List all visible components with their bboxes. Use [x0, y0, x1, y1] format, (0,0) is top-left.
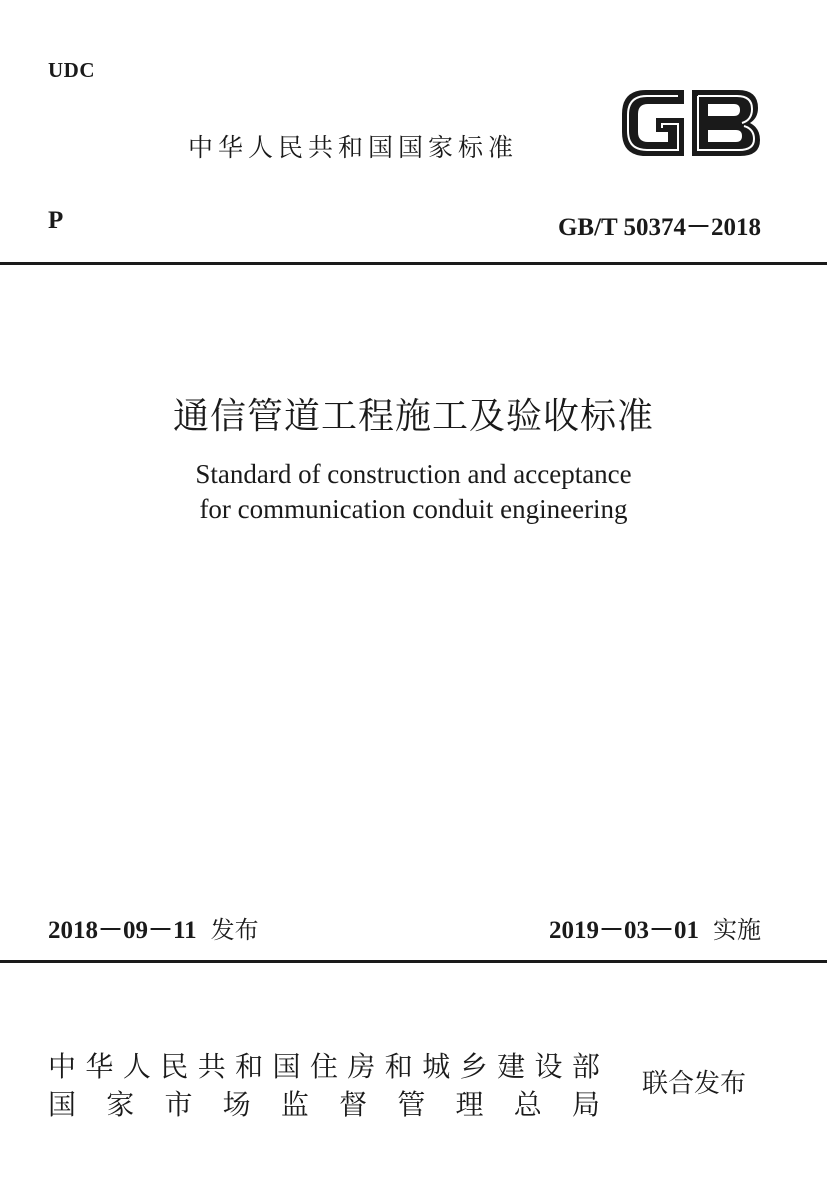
issue-label: 发布: [210, 916, 259, 944]
publisher-char: 国: [272, 1050, 301, 1083]
publisher-char: 住: [309, 1050, 338, 1083]
joint-issue-label: 联合发布: [642, 1069, 747, 1099]
publisher-char: 家: [106, 1088, 135, 1121]
publisher-char: 国: [48, 1088, 77, 1121]
implement-date-block: [549, 910, 761, 946]
publisher-char: 理: [455, 1088, 484, 1121]
publisher-char: 人: [122, 1050, 151, 1083]
implement-label: 实施: [713, 916, 761, 944]
publisher-char: 中: [48, 1050, 77, 1083]
publisher-char: 市: [164, 1088, 193, 1121]
publisher-char: 场: [222, 1088, 251, 1121]
publisher-char: 总: [513, 1088, 542, 1121]
title-english-line1: Standard of construction and acceptance: [195, 459, 632, 489]
publisher-char: 监: [280, 1088, 309, 1121]
publisher-char: 华: [85, 1050, 114, 1083]
top-divider: [0, 262, 827, 265]
national-standard-heading: 中华人民共和国国家标准: [188, 133, 519, 162]
publisher-char: 民: [160, 1050, 189, 1083]
publisher-administration: [48, 1083, 600, 1123]
publisher-char: 房: [347, 1050, 376, 1083]
publisher-char: 督: [339, 1088, 368, 1121]
publisher-char: 和: [384, 1050, 413, 1083]
publisher-char: 共: [197, 1050, 226, 1083]
bottom-divider: [0, 960, 827, 963]
title-english-line2: for communication conduit engineering: [199, 494, 628, 524]
issue-date: 2018－09－11: [48, 917, 197, 944]
publisher-char: 设: [534, 1050, 563, 1083]
classification-code: P: [48, 207, 64, 234]
udc-label: UDC: [48, 58, 95, 82]
publisher-char: 和: [235, 1050, 264, 1083]
publisher-char: 建: [497, 1050, 526, 1083]
gb-logo: [616, 82, 762, 164]
publisher-char: 局: [571, 1088, 600, 1121]
publisher-char: 乡: [459, 1050, 488, 1083]
standard-number: GB/T 50374－2018: [557, 214, 761, 241]
publisher-char: 部: [571, 1050, 600, 1083]
implement-date: 2019－03－01: [548, 917, 699, 944]
publisher-ministry: [48, 1045, 600, 1085]
publisher-char: 管: [397, 1088, 426, 1121]
title-chinese: 通信管道工程施工及验收标准: [172, 396, 654, 437]
publisher-char: 城: [422, 1050, 451, 1083]
issue-date-block: [48, 910, 259, 946]
